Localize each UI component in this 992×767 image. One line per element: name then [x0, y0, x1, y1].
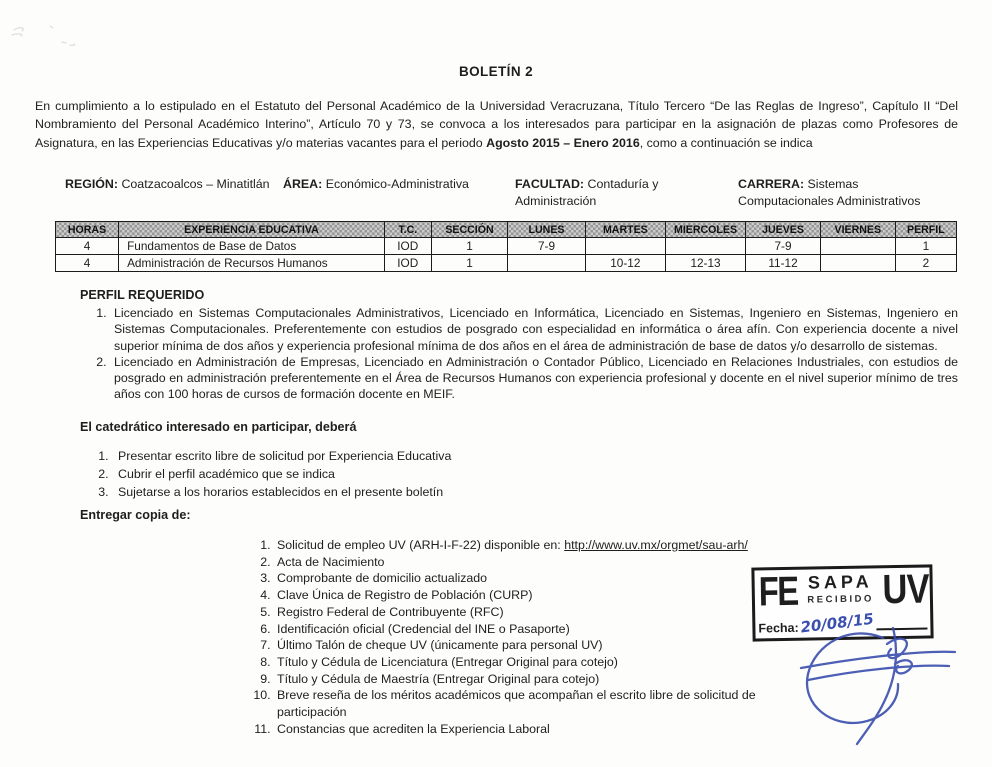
- table-cell: 11-12: [746, 255, 821, 272]
- entregar-section: [80, 508, 820, 737]
- list-item: 6. Identificación oficial (Credencial del INE o Pasaporte): [274, 621, 820, 638]
- table-cell: 4: [56, 238, 119, 255]
- list-item: 1. Solicitud de empleo UV (ARH-I-F-22) disponible en: http://www.uv.mx/orgmet/sau-arh/: [274, 537, 820, 554]
- list-item: 5. Registro Federal de Contribuyente (RFC): [274, 604, 820, 621]
- column-header: MIERCOLES: [665, 222, 745, 238]
- table-cell: IOD: [384, 238, 431, 255]
- entregar-heading: Entregar copia de:: [80, 508, 191, 522]
- signature: [795, 622, 965, 752]
- stamp-uv-text: UV: [882, 565, 929, 613]
- column-header: T.C.: [384, 222, 431, 238]
- field-carrera-value: Sistemas Computacionales Administrativos: [738, 177, 921, 208]
- stamp-fe-text: FE: [758, 567, 798, 615]
- table-cell: 7-9: [508, 238, 585, 255]
- header-fields: [0, 176, 992, 222]
- list-item: 2. Licenciado en Administración de Empresas, Licenciado en Administración o Contador Público, Licenciado en Relaciones Industriales, con estudios de posgrado en administración preferentemente en el Área de Recursos Humanos con experiencia profesional y docente en el nivel superior mínimo de tres años con 100 horas de cursos de formación docente en MEIF.: [110, 354, 958, 403]
- column-header: MARTES: [585, 222, 665, 238]
- field-region-value: Coatzacoalcos – Minatitlán: [121, 177, 270, 191]
- field-facultad-value: Contaduría y Administración: [515, 177, 659, 208]
- table-cell: 12-13: [665, 255, 745, 272]
- page-title: BOLETÍN 2: [458, 64, 534, 79]
- intro-period-bold: Agosto 2015 – Enero 2016: [486, 135, 640, 150]
- table-cell: 10-12: [585, 255, 665, 272]
- column-header: VIERNES: [820, 222, 895, 238]
- catedratico-heading: El catedrático interesado en participar, deberá: [80, 420, 357, 434]
- list-item: 11. Constancias que acrediten la Experiencia Laboral: [274, 721, 820, 738]
- table-cell: 4: [56, 255, 119, 272]
- table-cell: 7-9: [746, 238, 821, 255]
- intro-paragraph: [35, 97, 958, 152]
- table-cell: IOD: [384, 255, 431, 272]
- field-facultad: [515, 176, 685, 210]
- list-item: 10. Breve reseña de los méritos académicos que acompañan el escrito libre de solicitud de participación: [274, 687, 820, 720]
- field-carrera: [738, 176, 950, 210]
- entregar-list: [252, 537, 820, 737]
- table-cell: [585, 238, 665, 255]
- schedule-table: [55, 221, 957, 272]
- column-header: SECCIÓN: [431, 222, 508, 238]
- intro-text-tail: , como a continuación se indica: [639, 135, 813, 150]
- table-cell: [820, 255, 895, 272]
- list-item: 2. Cubrir el perfil académico que se indica: [112, 465, 700, 483]
- perfil-heading: PERFIL REQUERIDO: [80, 288, 205, 302]
- field-carrera-label: CARRERA:: [738, 177, 805, 191]
- list-item: 4. Clave Única de Registro de Población (CURP): [274, 587, 820, 604]
- table-cell: 2: [895, 255, 956, 272]
- field-area-label: ÁREA:: [283, 177, 323, 191]
- catedratico-list: [86, 447, 700, 502]
- solicitud-url-link[interactable]: http://www.uv.mx/orgmet/sau-arh/: [564, 538, 748, 552]
- table-cell: 1: [431, 238, 508, 255]
- pencil-mark: [10, 20, 80, 50]
- stamp-middle: [807, 572, 874, 605]
- list-item: 1. Presentar escrito libre de solicitud por Experiencia Educativa: [112, 447, 700, 465]
- table-cell: [508, 255, 585, 272]
- column-header: JUEVES: [746, 222, 821, 238]
- catedratico-section: [80, 420, 700, 502]
- intro-text-lead: En cumplimiento a lo estipulado en el Estatuto del Personal Académico de la Universidad Veracruzana, Título Tercero “De las Reglas de Ingreso”, Capítulo II “Del Nombramiento del Personal Académico Interino”, Artículo 70 y 73, se convoca a los interesados para participar en la asignación de plazas como Profesores de Asignatura, en las Experiencias Educativas y/o materias vacantes para el periodo: [35, 99, 958, 150]
- column-header: LUNES: [508, 222, 585, 238]
- table-header-row: [56, 222, 957, 238]
- table-cell: Administración de Recursos Humanos: [119, 255, 385, 272]
- column-header: PERFIL: [895, 222, 956, 238]
- stamp-sapa-text: SAPA: [807, 571, 873, 593]
- column-header: EXPERIENCIA EDUCATIVA: [119, 222, 385, 238]
- list-item: 7. Último Talón de cheque UV (únicamente para personal UV): [274, 637, 820, 654]
- table-cell: [820, 238, 895, 255]
- table-cell: Fundamentos de Base de Datos: [119, 238, 385, 255]
- field-area: [283, 176, 513, 193]
- list-item: 3. Comprobante de domicilio actualizado: [274, 570, 820, 587]
- field-region-label: REGIÓN:: [65, 177, 119, 191]
- list-item: 9. Título y Cédula de Maestría (Entregar Original para cotejo): [274, 671, 820, 688]
- perfil-requerido-section: [80, 288, 958, 403]
- field-area-value: Económico-Administrativa: [325, 177, 469, 191]
- stamp-recibido-text: RECIBIDO: [807, 593, 874, 606]
- list-item: 8. Título y Cédula de Licenciatura (Entregar Original para cotejo): [274, 654, 820, 671]
- table-row: [56, 255, 957, 272]
- field-facultad-label: FACULTAD:: [515, 177, 585, 191]
- list-item: 2. Acta de Nacimiento: [274, 554, 820, 571]
- table-row: [56, 238, 957, 255]
- list-item: 1. Licenciado en Sistemas Computacionales Administrativos, Licenciado en Informática, Licenciado en Sistemas, Ingeniero en Sistemas, Ingeniero en Sistemas Computacionales. Preferentemente con estudios de posgrado con especialidad en informática o área afín. Con experiencia docente a nivel superior mínima de dos años y experiencia profesional mínima de dos años en el área de administración de base de datos y/o desarrollo de sistemas.: [110, 305, 958, 354]
- table-cell: 1: [431, 255, 508, 272]
- column-header: HORAS: [56, 222, 119, 238]
- handwritten-date: 20/08/15: [799, 609, 876, 637]
- stamp-fecha-label: Fecha:: [758, 620, 799, 636]
- stamp-top-row: [754, 565, 930, 615]
- perfil-list: [80, 305, 958, 403]
- list-item: 3. Sujetarse a los horarios establecidos en el presente boletín: [112, 483, 700, 501]
- table-cell: [665, 238, 745, 255]
- table-cell: 1: [895, 238, 956, 255]
- field-region: [65, 176, 295, 193]
